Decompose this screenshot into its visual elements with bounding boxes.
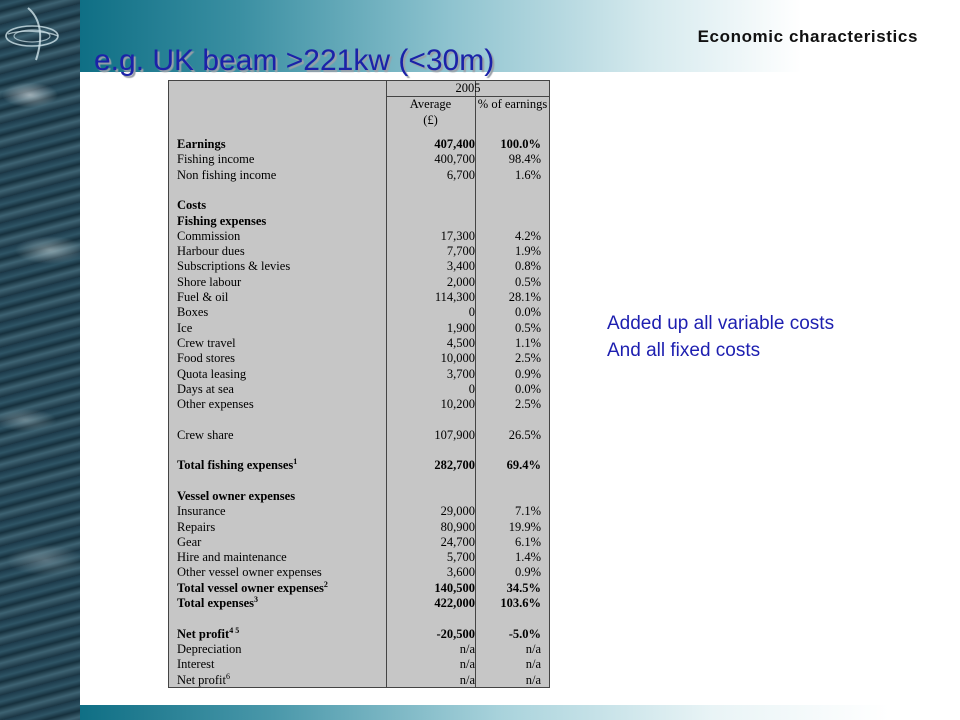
average-value: 5,700 xyxy=(446,550,475,565)
average-value: 3,700 xyxy=(446,366,475,381)
row-label: Fishing expenses xyxy=(177,213,267,228)
average-value xyxy=(387,412,475,427)
percent-value: 26.5% xyxy=(508,427,541,442)
percent-value: 0.9% xyxy=(514,565,541,580)
footer-gradient-band xyxy=(80,705,960,720)
footnote-marker: 4 5 xyxy=(229,625,240,635)
percent-value: 0.5% xyxy=(514,320,541,335)
percent-value xyxy=(475,198,541,213)
percent-value: 0.8% xyxy=(514,259,541,274)
percent-value: 0.0% xyxy=(514,381,541,396)
percent-value xyxy=(475,611,541,626)
average-value xyxy=(387,198,475,213)
average-value: 24,700 xyxy=(440,534,475,549)
row-label: Insurance xyxy=(177,504,226,519)
percent-value: 1.1% xyxy=(514,335,541,350)
footnote-marker: 6 xyxy=(225,671,230,681)
row-label: Interest xyxy=(177,657,215,672)
row-label-text: Total expenses xyxy=(177,596,254,610)
average-value: 2,000 xyxy=(446,274,475,289)
footnote-marker: 2 xyxy=(323,579,328,589)
average-column-header: Average xyxy=(409,97,452,111)
average-value: 422,000 xyxy=(434,596,475,610)
row-label: Quota leasing xyxy=(177,366,247,381)
row-label: Harbour dues xyxy=(177,244,245,259)
row-label-text: Total vessel owner expenses xyxy=(177,580,324,595)
average-value: 4,500 xyxy=(446,335,475,350)
percent-value: 0.0% xyxy=(514,305,541,320)
percent-value: 6.1% xyxy=(514,534,541,549)
percent-value: 2.5% xyxy=(514,397,541,412)
side-notes xyxy=(607,310,834,364)
percent-value xyxy=(475,214,541,229)
percent-value: -5.0% xyxy=(508,626,541,641)
row-label: Vessel owner expenses xyxy=(177,488,296,503)
average-value: 3,600 xyxy=(446,565,475,580)
note-line: Added up all variable costs xyxy=(607,313,835,334)
row-label: Costs xyxy=(177,198,207,213)
row-label: Repairs xyxy=(177,519,216,534)
average-value: 400,700 xyxy=(434,152,475,167)
row-label xyxy=(177,458,297,473)
year-header: 2005 xyxy=(455,81,481,95)
percent-value: n/a xyxy=(525,641,541,656)
percent-value xyxy=(475,443,541,458)
average-value: 29,000 xyxy=(440,504,475,519)
row-label: Hire and maintenance xyxy=(177,550,287,565)
percent-value: n/a xyxy=(525,672,541,687)
average-value: 282,700 xyxy=(434,458,475,473)
average-value: 7,700 xyxy=(446,244,475,259)
average-value: 80,900 xyxy=(440,519,475,534)
row-label: Other expenses xyxy=(177,397,254,412)
average-value xyxy=(387,489,475,504)
average-value xyxy=(387,611,475,626)
row-label-text: Total fishing expenses xyxy=(177,458,294,473)
average-value: 10,200 xyxy=(440,397,475,412)
percent-value: 7.1% xyxy=(514,504,541,519)
percent-value xyxy=(475,412,541,427)
average-value: 407,400 xyxy=(434,137,475,151)
percent-value: 103.6% xyxy=(500,596,541,610)
row-label: Crew travel xyxy=(177,335,236,350)
average-value: 114,300 xyxy=(434,290,475,304)
average-value: 140,500 xyxy=(434,580,475,595)
percent-value: 1.4% xyxy=(514,550,541,565)
footnote-marker: 3 xyxy=(253,594,258,604)
row-label: Other vessel owner expenses xyxy=(177,565,322,580)
average-value: 17,300 xyxy=(440,228,475,243)
average-value: 0 xyxy=(468,305,475,320)
percent-value xyxy=(475,489,541,504)
row-label: Days at sea xyxy=(177,381,234,396)
percent-value: n/a xyxy=(525,657,541,672)
percent-value xyxy=(475,474,541,489)
percent-value: 69.4% xyxy=(506,458,541,473)
row-label: Food stores xyxy=(177,351,235,366)
fish-logo-icon xyxy=(0,0,80,75)
percent-value: 98.4% xyxy=(508,152,541,167)
percent-value xyxy=(475,183,541,198)
percent-value: 28.1% xyxy=(508,290,541,304)
row-label-text: Net profit xyxy=(177,672,226,687)
percent-value: 0.9% xyxy=(514,366,541,381)
note-line: And all fixed costs xyxy=(607,340,761,361)
row-label: Subscriptions & levies xyxy=(177,259,291,274)
percent-value: 19.9% xyxy=(508,519,541,534)
average-value: 0 xyxy=(468,381,475,396)
row-label xyxy=(177,627,239,642)
row-label: Depreciation xyxy=(177,641,242,656)
row-label: Earnings xyxy=(177,137,226,151)
sea-background-strip xyxy=(0,0,80,720)
average-value: 10,000 xyxy=(440,351,475,366)
row-label xyxy=(177,581,328,596)
footnote-marker: 1 xyxy=(293,457,298,467)
average-value xyxy=(387,214,475,229)
average-value xyxy=(387,474,475,489)
row-label: Fuel & oil xyxy=(177,290,229,304)
row-label-text: Net profit xyxy=(177,626,230,641)
percent-column-header: % of earnings xyxy=(477,97,548,111)
average-value: -20,500 xyxy=(436,626,475,641)
percent-value: 1.6% xyxy=(514,167,541,182)
average-value: n/a xyxy=(459,641,475,656)
section-title: Economic characteristics xyxy=(697,27,918,46)
average-value: 6,700 xyxy=(446,167,475,182)
percent-value: 1.9% xyxy=(514,244,541,259)
average-unit-label: (£) xyxy=(423,113,438,127)
row-label: Non fishing income xyxy=(177,167,277,182)
row-label: Shore labour xyxy=(177,274,242,289)
average-value: n/a xyxy=(459,657,475,672)
average-value xyxy=(387,183,475,198)
row-label xyxy=(177,596,258,611)
percent-value: 34.5% xyxy=(506,580,541,595)
average-value: n/a xyxy=(459,672,475,687)
row-label: Crew share xyxy=(177,427,234,442)
row-label: Fishing income xyxy=(177,152,255,167)
average-value xyxy=(387,443,475,458)
row-label: Commission xyxy=(177,228,241,243)
percent-value: 2.5% xyxy=(514,351,541,366)
slide-title: e.g. UK beam >221kw (<30m) xyxy=(94,44,495,77)
row-label: Ice xyxy=(177,320,193,335)
row-label: Gear xyxy=(177,534,202,549)
percent-value: 100.0% xyxy=(500,137,541,151)
percent-value: 4.2% xyxy=(514,228,541,243)
row-label xyxy=(177,673,230,688)
row-label: Boxes xyxy=(177,305,209,320)
average-value: 107,900 xyxy=(434,427,475,442)
average-value: 1,900 xyxy=(446,320,475,335)
economics-table xyxy=(168,80,550,688)
average-value: 3,400 xyxy=(446,259,475,274)
percent-value: 0.5% xyxy=(514,274,541,289)
